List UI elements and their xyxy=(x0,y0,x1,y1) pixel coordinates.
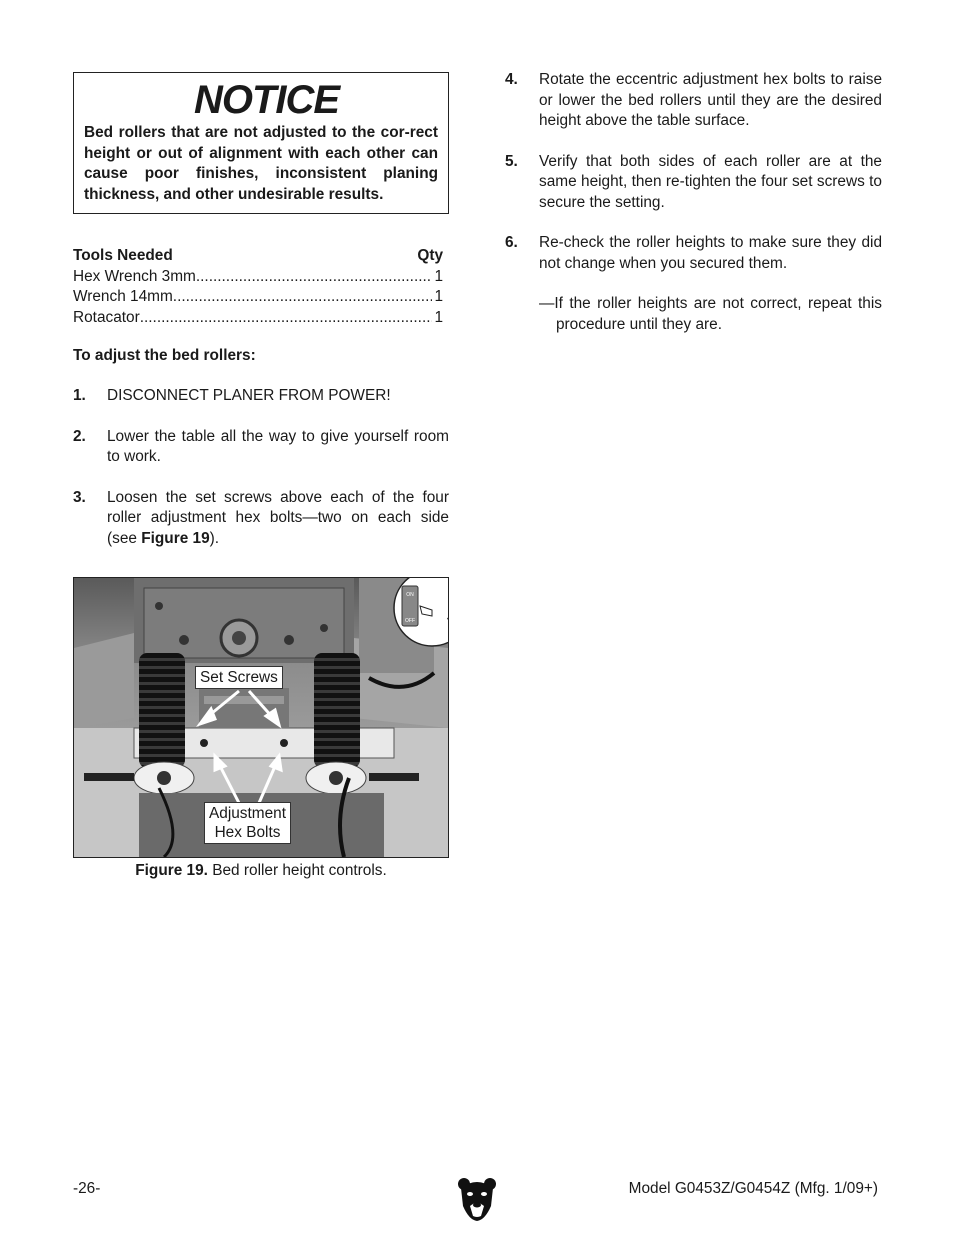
step-5 xyxy=(505,152,882,214)
step-text-pre: Loosen the set screws above each of the four roller adjustment hex bolts—two on each side (see xyxy=(107,488,449,547)
step-4 xyxy=(505,70,882,132)
step-1 xyxy=(73,386,449,407)
step-text xyxy=(107,488,449,550)
step-text: Re-check the roller heights to make sure they did not change when you secured them. xyxy=(539,234,882,272)
step-number: 3. xyxy=(73,488,86,506)
notice-body: Bed rollers that are not adjusted to the cor-rect height or out of alignment with each other can cause poor finishes, inconsistent planing thickness, and other undesirable results. xyxy=(84,124,438,203)
right-column xyxy=(505,70,882,335)
leader-dots xyxy=(140,308,433,329)
figure-caption-text: Bed roller height controls. xyxy=(207,862,387,879)
tool-qty: 1 xyxy=(434,288,443,305)
page-number: -26- xyxy=(73,1180,101,1197)
tool-qty: 1 xyxy=(434,308,443,326)
tools-header xyxy=(73,246,449,267)
note-text: —If the roller heights are not correct, repeat this procedure until they are. xyxy=(539,295,882,333)
tool-row xyxy=(73,267,449,288)
left-column xyxy=(73,72,449,549)
step-6 xyxy=(505,233,882,274)
step-number: 2. xyxy=(73,427,86,445)
model-info: Model G0453Z/G0454Z (Mfg. 1/09+) xyxy=(628,1180,878,1197)
step-text: DISCONNECT PLANER FROM POWER! xyxy=(107,387,391,404)
repeat-note xyxy=(505,294,882,335)
bear-logo-icon xyxy=(457,1176,497,1227)
step-number: 5. xyxy=(505,152,518,170)
callout-adjustment-hex-bolts xyxy=(204,802,291,844)
step-text: Verify that both sides of each roller are at the same height, then re-tighten the four set screws to secure the setting. xyxy=(539,152,882,211)
tool-name: Hex Wrench 3mm xyxy=(73,267,196,285)
tool-name: Wrench 14mm xyxy=(73,288,173,305)
tool-qty: 1 xyxy=(434,267,443,285)
figure-caption-label: Figure 19. xyxy=(135,862,208,879)
tools-header-name: Tools Needed xyxy=(73,247,173,264)
leader-dots xyxy=(196,267,433,288)
step-text: Lower the table all the way to give yourself room to work. xyxy=(107,427,449,465)
notice-box xyxy=(73,72,449,214)
step-2 xyxy=(73,427,449,468)
figure-reference: Figure 19 xyxy=(141,529,210,547)
step-text: Rotate the eccentric adjustment hex bolts to raise or lower the bed rollers until they are the desired height above the table surface. xyxy=(539,71,882,129)
tool-name: Rotacator xyxy=(73,308,140,326)
callout-line: Adjustment xyxy=(209,805,286,822)
step-number: 6. xyxy=(505,234,518,251)
switch-on-label: ON xyxy=(406,592,414,598)
figure-caption xyxy=(73,861,449,881)
tool-row xyxy=(73,308,449,329)
figure-19-photo xyxy=(73,577,449,858)
leader-dots xyxy=(173,287,433,308)
step-number: 4. xyxy=(505,71,518,88)
step-number: 1. xyxy=(73,387,86,404)
tools-needed-list xyxy=(73,246,449,328)
tools-header-qty: Qty xyxy=(417,247,443,264)
procedure-heading: To adjust the bed rollers: xyxy=(73,347,256,364)
callout-set-screws: Set Screws xyxy=(195,666,283,689)
switch-off-label: OFF xyxy=(405,618,415,624)
notice-title: NOTICE xyxy=(194,78,340,122)
step-text-post: ). xyxy=(209,529,220,547)
callout-line: Hex Bolts xyxy=(214,824,281,841)
tool-row xyxy=(73,287,449,308)
step-3 xyxy=(73,488,449,550)
